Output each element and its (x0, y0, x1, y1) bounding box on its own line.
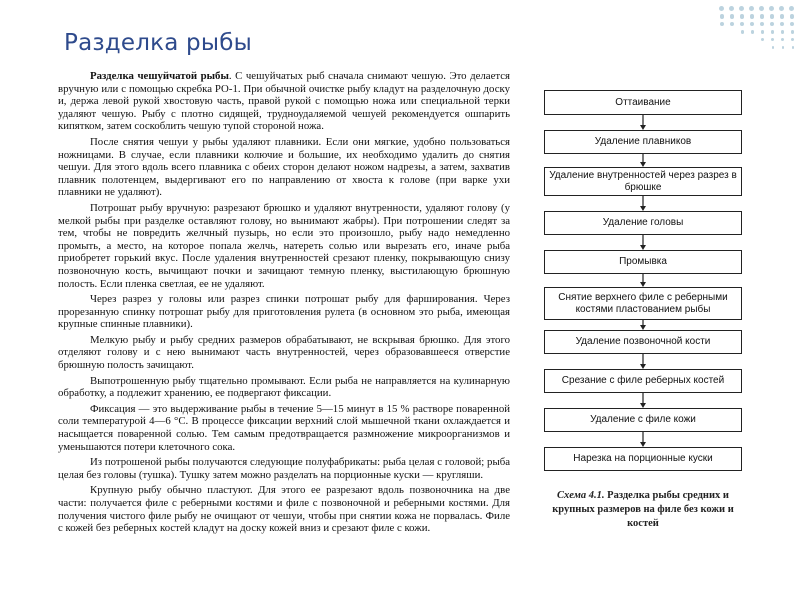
flow-step: Удаление с филе кожи (544, 408, 742, 432)
decor-dot (780, 22, 784, 26)
paragraph-text: . С чешуйчатых рыб сначала снимают чешую. Это делается вручную или с помощью скребка РО-1. При обычной очистке рыбу кладут на разделочную доску и, держа левой рукой хвостовую часть, правой рукой с помощью ножа или специальной терки удаляют чешую. Рыбу с плотно сидящей, трудноудаляемой чешуей рекомендуется ошпарить кипятком, затем соскоблить чешую тупой стороной ножа. (58, 70, 510, 133)
decor-dot (780, 14, 785, 19)
decor-dot (769, 6, 774, 11)
decor-dot (761, 30, 765, 34)
decor-dot (770, 22, 774, 26)
decor-dot (760, 14, 765, 19)
flow-step: Удаление плавников (544, 130, 742, 154)
decor-dot (729, 6, 734, 11)
flow-step: Удаление внутренностей через разрез в брюшке (544, 167, 742, 196)
caption-text: Разделка рыбы средних и крупных размеров на филе без кожи и костей (552, 490, 734, 529)
decor-dot (760, 22, 764, 26)
paragraph-text: Потрошат рыбу вручную: разрезают брюшко и удаляют внутренности, удаляют голову (у мелкой рыбы при разделке оставляют голову, но вынимают жабры). При потрошении следят за тем, чтобы не повредить желчный пузырь, но если это произошло, рыбу надо немедленно промыть, а место, на которое попала желчь, натереть солью или вырезать его, иначе рыба приобретет горький вкус. После удаления внутренностей срезают пленку, покрывающую снизу позвоночную кость, вычищают почки и зачищают темную пленку, выстилающую брюшную полость. Если пленка светлая, ее не удаляют. (58, 201, 510, 290)
decor-dot (791, 38, 794, 41)
decor-dot (740, 14, 745, 19)
decor-dot (730, 14, 735, 19)
flow-step: Нарезка на порционные куски (544, 447, 742, 471)
paragraph (58, 136, 510, 199)
flow-step: Удаление головы (544, 211, 742, 235)
paragraph (58, 456, 510, 481)
paragraph-text: Фиксация — это выдерживание рыбы в течение 5—15 минут в 15 % растворе поваренной соли температурой 4—6 °С. В процессе фиксации верхний слой мышечной ткани охлаждается и насыщается поваренной солью. Тем самым предотвращается размножение микроорганизмов и уменьшаются потери клеточного сока. (58, 402, 510, 453)
flowchart-caption (548, 489, 738, 531)
flow-step: Оттаивание (544, 90, 742, 115)
page-title: Разделка рыбы (64, 30, 252, 56)
decor-dot (781, 30, 785, 34)
decor-dot (720, 22, 724, 26)
paragraph (58, 70, 510, 133)
decor-dot (761, 38, 764, 41)
decor-dot (759, 6, 764, 11)
decor-dot (779, 6, 784, 11)
decor-dot (750, 14, 755, 19)
decor-dot (770, 14, 775, 19)
decor-dot (791, 30, 795, 34)
decor-dot (751, 30, 755, 34)
decorative-dots (710, 0, 800, 55)
decor-dot (790, 22, 794, 26)
paragraph (58, 202, 510, 290)
decor-dot (792, 46, 795, 49)
paragraph-text: Через разрез у головы или разрез спинки потрошат рыбу для фарширования. Через прорезанную спинку потрошат рыбу для приготовления рулета (в основном это рыба, имеющая крупные спинные плавники). (58, 293, 510, 331)
paragraph-text: Из потрошеной рыбы получаются следующие полуфабрикаты: рыба целая с головой; рыба целая без головы (тушка). Тушку затем можно разделать на порционные куски — кругляши. (58, 456, 510, 481)
body-text (58, 70, 510, 538)
decor-dot (740, 22, 744, 26)
decor-dot (730, 22, 734, 26)
paragraph (58, 484, 510, 534)
decor-dot (771, 30, 775, 34)
paragraph-lead: Разделка чешуйчатой рыбы (90, 70, 229, 82)
decor-dot (720, 14, 725, 19)
paragraph-text: После снятия чешуи у рыбы удаляют плавники. Если они мягкие, удобно пользоваться ножницами. В случае, если плавники колючие и большие, их необходимо удалить до снятия чешуи. Для этого вдоль всего плавника с обеих сторон делают ножом надрезы, а затем, захватив плавник полотенцем, выдергивают его по направлению от хвоста к голове (при варке ухи плавники не удаляют). (58, 135, 510, 199)
decor-dot (772, 46, 775, 49)
paragraph-text: Выпотрошенную рыбу тщательно промывают. Если рыба не направляется на кулинарную обработку, а подлежит хранению, ее подвергают фиксации. (58, 374, 510, 400)
decor-dot (771, 38, 774, 41)
decor-dot (741, 30, 745, 34)
decor-dot (782, 46, 785, 49)
decor-dot (790, 14, 795, 19)
decor-dot (749, 6, 754, 11)
paragraph (58, 375, 510, 400)
flow-step: Промывка (544, 250, 742, 274)
decor-dot (781, 38, 784, 41)
paragraph (58, 293, 510, 331)
caption-label: Схема 4.1. (557, 490, 605, 501)
decor-dot (719, 6, 724, 11)
decor-dot (789, 6, 794, 11)
decor-dot (739, 6, 744, 11)
paragraph-text: Мелкую рыбу и рыбу средних размеров обрабатывают, не вскрывая брюшко. Для этого отделяют голову и с нею вынимают часть внутренностей, через образовавшееся отверстие брюшную полость зачищают. (58, 333, 510, 372)
paragraph-text: Крупную рыбу обычно пластуют. Для этого ее разрезают вдоль позвоночника на две части: получается филе с реберными костями и филе с позвоночной и реберными костями. Для получения чистого филе рыбу не очищают от чешуи, чтобы при снятии кожа не порвалась. Филе с кожей без реберных костей кладут на доску кожей вниз и срезают филе с кожи. (58, 484, 510, 535)
flow-step: Снятие верхнего филе с реберными костями пластованием рыбы (544, 287, 742, 320)
paragraph (58, 403, 510, 453)
paragraph (58, 334, 510, 372)
flow-step: Срезание с филе реберных костей (544, 369, 742, 393)
decor-dot (750, 22, 754, 26)
flow-step: Удаление позвоночной кости (544, 330, 742, 354)
